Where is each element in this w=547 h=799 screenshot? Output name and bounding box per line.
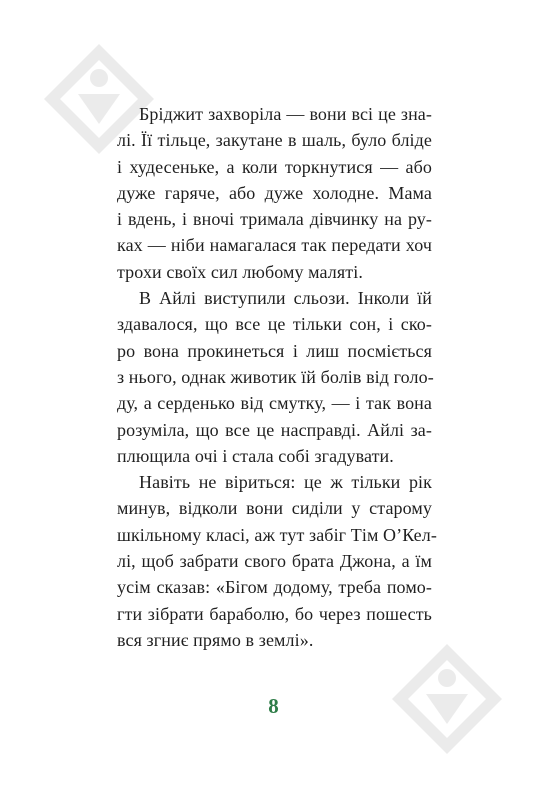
text-line: Бріджит захворіла — вони всі це зна-	[139, 104, 432, 124]
text-line: ках — ніби намагалася так передати хоч	[117, 235, 432, 256]
text-line: В Айлі виступили сльози. Інколи їй	[139, 288, 432, 309]
text-line: ду, а серденько від смутку, — і так вона	[117, 393, 432, 414]
text-line: з нього, однак животик їй болів від голо-	[117, 366, 434, 387]
text-line: трохи своїх сил любому маляті.	[117, 261, 363, 282]
text-line: минув, відколи вони сиділи у старому	[117, 498, 432, 519]
text-line: ро вона прокинеться і лиш посміється	[117, 340, 432, 361]
text-line: вся згниє прямо в землі».	[117, 629, 314, 650]
text-line: здавалося, що все це тільки сон, і ско-	[117, 314, 432, 335]
text-line: і худесеньке, а коли торкнутися — або	[117, 156, 432, 177]
text-line: гти зібрати бараболю, бо через пошесть	[117, 603, 432, 624]
text-line: дуже гаряче, або дуже холодне. Мама	[117, 182, 432, 203]
text-line: шкільному класі, аж тут забіг Тім О’Кел-	[117, 524, 437, 545]
text-line: Навіть не віриться: це ж тільки рік	[139, 472, 432, 493]
text-line: усім сказав: «Бігом додому, треба помо-	[117, 577, 432, 598]
body-text	[117, 101, 437, 653]
text-line: і вдень, і вночі тримала дівчинку на ру-	[117, 209, 432, 230]
text-line: розуміла, що все це насправді. Айлі за-	[117, 419, 432, 440]
text-line: лі. Її тільце, закутане в шаль, було бліде	[117, 130, 432, 151]
paragraph	[117, 469, 437, 653]
paragraph	[117, 101, 432, 285]
text-line: лі, щоб забрати свого брата Джона, а їм	[117, 551, 432, 572]
text-line: плющила очі і стала собі згадувати.	[117, 445, 394, 466]
paragraph	[117, 285, 432, 469]
page-number: 8	[268, 694, 279, 718]
